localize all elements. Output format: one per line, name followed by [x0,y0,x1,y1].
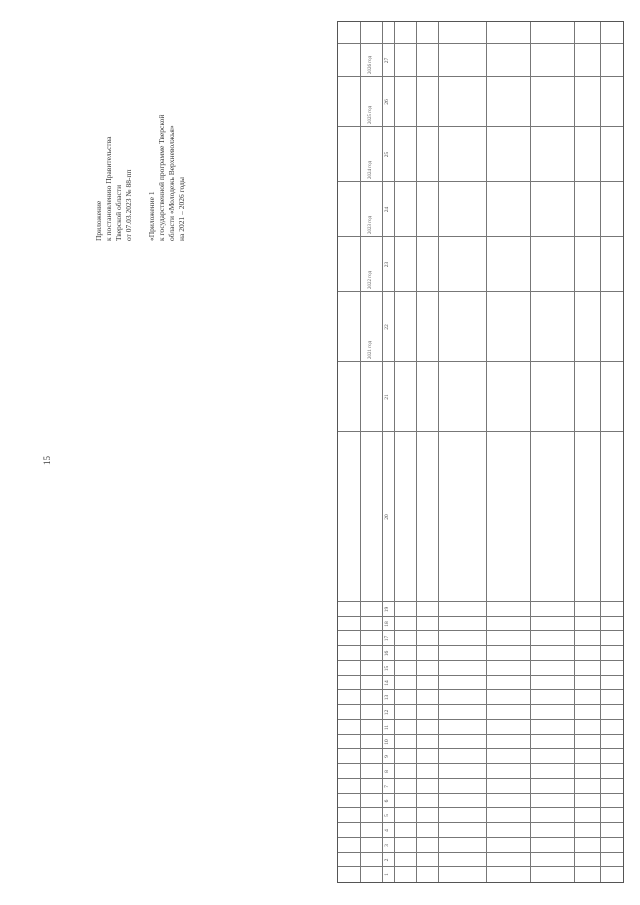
table-column-border [338,866,623,867]
table-row-border [416,22,417,882]
column-number: 17 [384,635,390,642]
table-column-border [338,616,623,617]
program-characteristics-table [337,21,624,883]
table-column-border [338,181,623,182]
year-label: 2022 год [368,270,373,289]
column-number: 3 [384,844,390,847]
table-column-border [338,837,623,838]
column-number: 15 [384,665,390,672]
table-row-border [486,22,487,882]
table-column-border [338,793,623,794]
column-number: 18 [384,621,390,627]
table-column-border [338,236,623,237]
column-number: 19 [384,606,390,613]
table-column-border [338,689,623,690]
table-column-border [338,361,623,362]
page-number: 15 [42,456,52,465]
year-label: 2024 год [368,160,373,179]
appendix-line: Тверской области [114,184,124,241]
table-column-border [338,645,623,646]
table-column-border [338,126,623,127]
table-row-border [394,22,395,882]
column-number: 12 [384,709,390,716]
column-number: 7 [384,785,390,788]
table-column-border [338,630,623,631]
table-row-border [574,22,575,882]
table-row-border [382,22,383,882]
table-row-border [360,22,361,882]
table-column-border [338,43,623,44]
column-number: 10 [384,739,390,745]
column-number: 9 [384,755,390,758]
table-column-border [338,704,623,705]
column-number: 14 [384,680,390,686]
table-column-border [338,601,623,602]
table-column-border [338,291,623,292]
program-appendix-line: области «Молодежь Верхневолжья» [166,125,176,241]
table-column-border [338,76,623,77]
column-number: 24 [384,206,390,213]
column-number: 8 [384,770,390,773]
table-column-border [338,748,623,749]
table-column-border [338,431,623,432]
year-label: 2021 год [368,340,373,359]
column-number: 2 [384,858,390,862]
column-number: 21 [384,394,390,400]
year-label: 2026 год [368,55,373,74]
column-number: 13 [384,694,390,701]
column-number: 16 [384,650,390,657]
table-column-border [338,807,623,808]
table-column-border [338,675,623,676]
column-number: 11 [384,724,390,731]
column-number: 25 [384,151,390,158]
column-number: 23 [384,261,390,268]
column-number: 27 [384,57,390,64]
table-row-border [600,22,601,882]
table-column-border [338,778,623,779]
year-label: 2025 год [368,105,373,124]
appendix-block [94,115,187,241]
column-number: 26 [384,99,390,105]
column-number: 5 [384,814,390,817]
column-number: 4 [384,829,390,832]
program-appendix-line: «Приложение 1 [146,191,156,241]
column-number: 22 [384,324,390,330]
table-row-border [438,22,439,882]
appendix-line: от 07.03.2023 № 88-пп [124,169,134,241]
table-column-border [338,734,623,735]
program-appendix-line: к государственной программе Тверской [156,114,166,241]
table-column-border [338,763,623,764]
program-appendix-line: на 2021 – 2026 годы [176,177,186,241]
appendix-line: Приложение [94,200,103,241]
table-column-border [338,719,623,720]
appendix-line: к постановлению Правительства [104,136,114,241]
year-label: 2023 год [368,215,373,234]
table-row-border [530,22,531,882]
column-number: 6 [384,799,390,803]
table-column-border [338,660,623,661]
column-number: 20 [384,514,390,520]
column-number: 1 [384,873,390,876]
table-column-border [338,852,623,853]
table-column-border [338,822,623,823]
